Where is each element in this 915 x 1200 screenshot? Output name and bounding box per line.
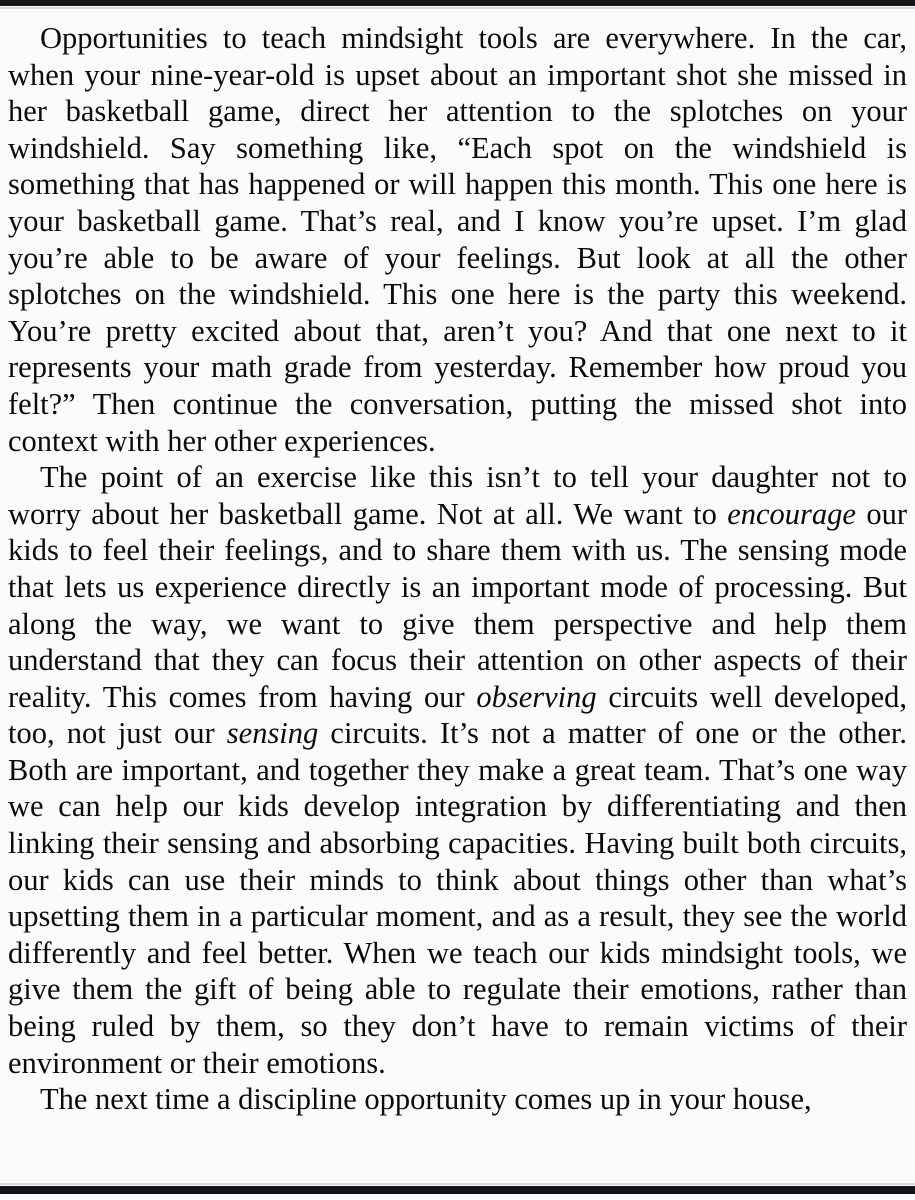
paragraph-1 <box>8 20 907 459</box>
body-text: The point of an exercise like this isn’t to tell your daughter not to worry about her basketball game. Not at all. We want to <box>8 460 907 531</box>
body-text: Opportunities to teach mindsight tools are everywhere. In the car, when your nine-year-old is upset about an important shot she missed in her basketball game, direct her attention to the splotches on your windshield. Say something like, “Each spot on the windshield is something that has happened or will happen this month. This one here is your basketball game. That’s real, and I know you’re upset. I’m glad you’re able to be aware of your feelings. But look at all the other splotches on the windshield. This one here is the party this weekend. You’re pretty excited about that, aren’t you? And that one next to it represents your math grade from yesterday. Remember how proud you felt?” Then continue the conversation, putting the missed shot into context with her other experiences. <box>8 21 907 458</box>
body-text: The next time a discipline opportunity comes up in your house, <box>40 1082 812 1117</box>
body-text: circuits. It’s not a matter of one or the other. Both are important, and together they make a great team. That’s one way we can help our kids develop integration by differentiating and then linking their sensing and absorbing capacities. Having built both circuits, our kids can use their minds to think about things other than what’s upsetting them in a particular moment, and as a result, they see the world differently and feel better. When we teach our kids mindsight tools, we give them the gift of being able to regulate their emotions, rather than being ruled by them, so they don’t have to remain victims of their environment or their emotions. <box>8 716 907 1080</box>
emphasis-text: observing <box>476 679 597 714</box>
text-column <box>8 20 907 1118</box>
paragraph-3 <box>8 1081 907 1118</box>
body-text: circuits well developed, too, not just our <box>8 679 908 751</box>
scan-bar-bottom <box>0 1186 915 1194</box>
scan-bar-top <box>0 0 915 6</box>
scan-bar-bottom-hairline <box>0 1183 915 1185</box>
scan-bar-top-hairline <box>0 7 915 9</box>
emphasis-text: sensing <box>226 716 319 751</box>
paragraph-2 <box>8 459 907 1081</box>
emphasis-text: encourage <box>727 496 856 531</box>
body-text: our kids to feel their feelings, and to share them with us. The sensing mode that lets us experience directly is an important mode of processing. But along the way, we want to give them perspective and help them understand that they can focus their attention on other aspects of their reality. This comes from having our <box>8 496 907 714</box>
